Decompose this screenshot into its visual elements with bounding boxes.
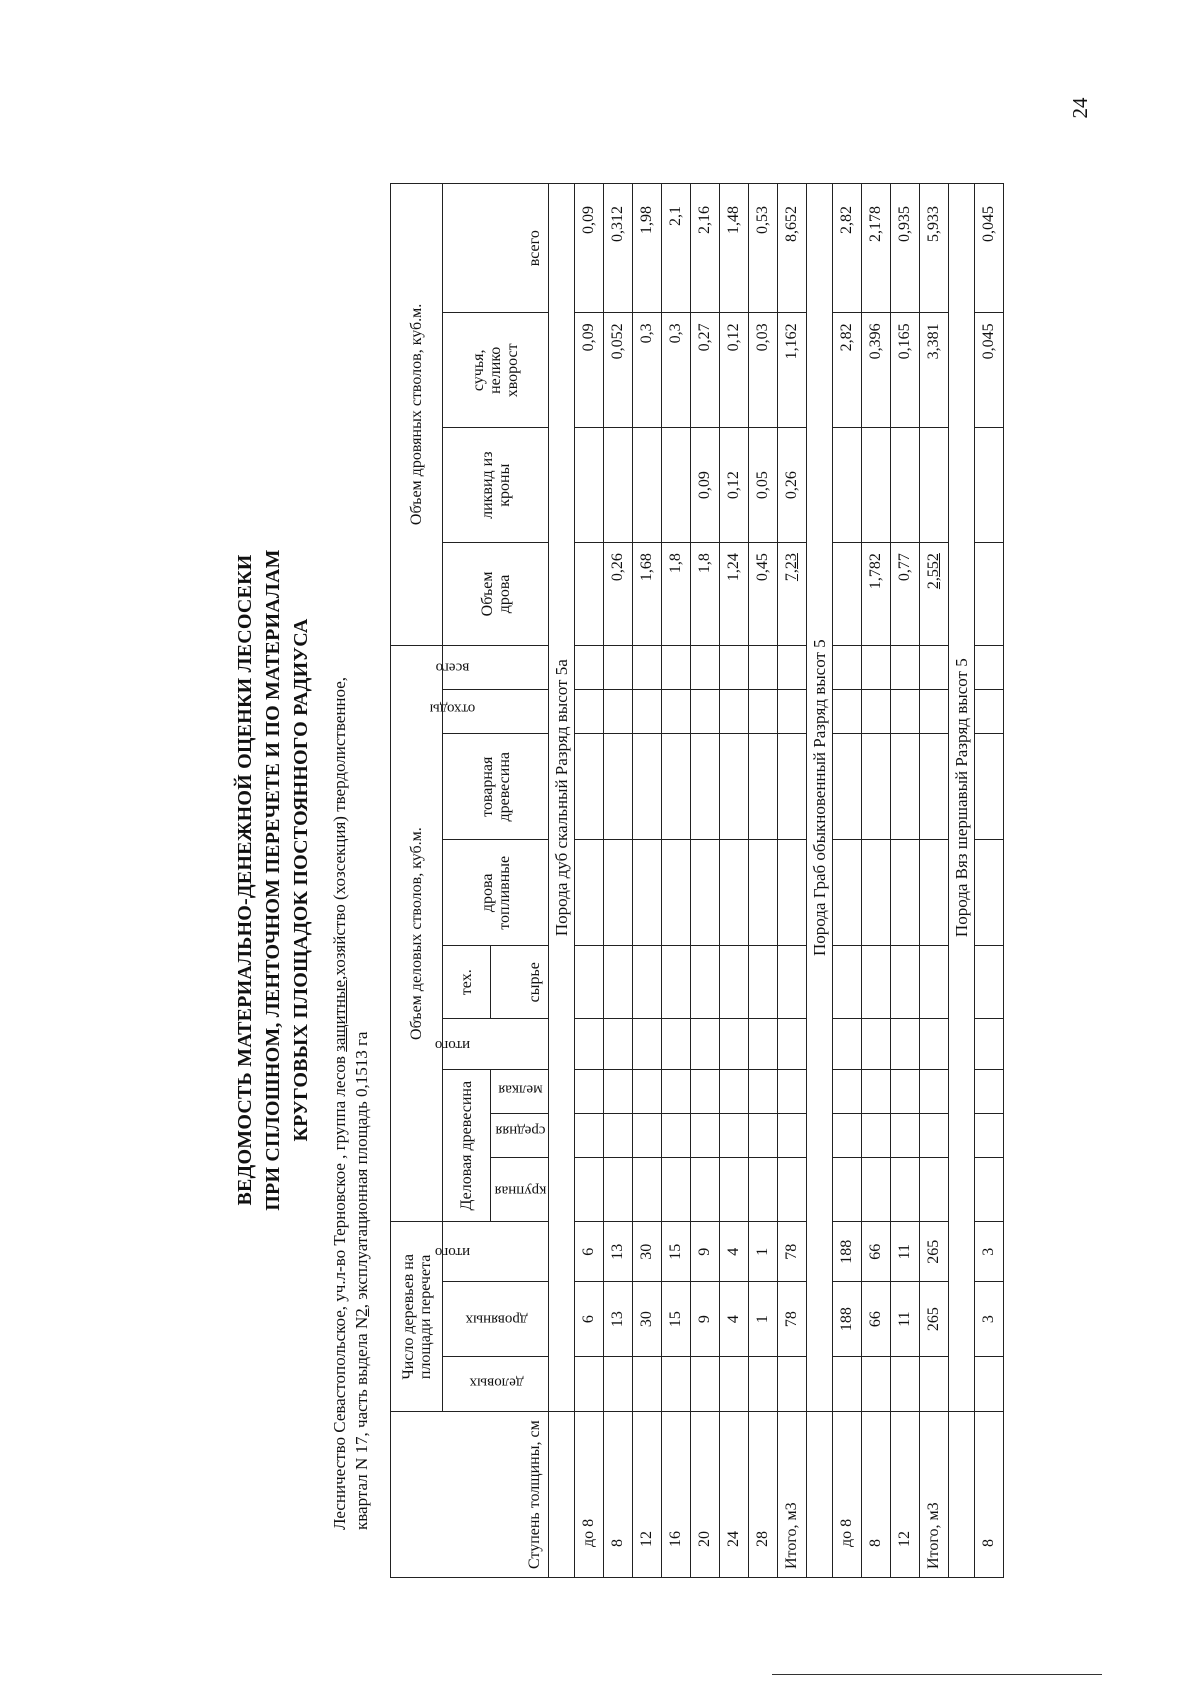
cell-drovyanyh: 188 bbox=[833, 1282, 862, 1357]
bottom-rule bbox=[772, 1674, 1102, 1675]
cell-likvid bbox=[604, 428, 633, 543]
total-ob-drova: 7,23 bbox=[778, 543, 807, 646]
cell-empty bbox=[691, 1158, 720, 1222]
cell-empty bbox=[691, 840, 720, 946]
subtitle-1u: защитные bbox=[330, 979, 349, 1052]
table-row bbox=[662, 184, 691, 1578]
cell-empty bbox=[720, 734, 749, 840]
cell-empty bbox=[920, 690, 949, 734]
cell-empty bbox=[749, 1114, 778, 1158]
cell-drovyanyh: 11 bbox=[891, 1282, 920, 1357]
subtitle-2b: , эксплуатационная площадь 0,1513 га bbox=[352, 1031, 371, 1309]
cell-empty bbox=[778, 1019, 807, 1070]
cell-itogo-cnt: 1 bbox=[749, 1222, 778, 1282]
header-itogo-del: итого bbox=[443, 1019, 549, 1070]
cell-empty bbox=[662, 1019, 691, 1070]
cell-empty bbox=[604, 645, 633, 689]
table-row bbox=[862, 184, 891, 1578]
cell-empty bbox=[862, 645, 891, 689]
cell-itogo-cnt: 9 bbox=[691, 1222, 720, 1282]
cell-empty bbox=[833, 690, 862, 734]
cell-vsego: 1,48 bbox=[720, 184, 749, 313]
header-ob-drova: Объем дрова bbox=[443, 543, 549, 646]
cell-likvid bbox=[662, 428, 691, 543]
cell-delovyh bbox=[691, 1357, 720, 1412]
cell-ob-drova: 1,8 bbox=[662, 543, 691, 646]
header-othody: отходы bbox=[443, 690, 549, 734]
header-itogo-cnt: итого bbox=[443, 1222, 549, 1282]
table-header bbox=[391, 184, 549, 1578]
section-label: Порода Граб обыкновенный Разряд высот 5 bbox=[807, 184, 833, 1412]
header-melkaya: мелкая bbox=[491, 1069, 549, 1113]
cell-empty bbox=[604, 1158, 633, 1222]
cell-empty bbox=[662, 1114, 691, 1158]
cell-empty bbox=[633, 1019, 662, 1070]
cell-empty bbox=[778, 645, 807, 689]
table-row bbox=[720, 184, 749, 1578]
cell-empty bbox=[604, 1019, 633, 1070]
cell-empty bbox=[662, 840, 691, 946]
section-header-row bbox=[549, 184, 575, 1578]
cell-empty bbox=[749, 1158, 778, 1222]
cell-likvid bbox=[833, 428, 862, 543]
cell-ob-drova bbox=[975, 543, 1004, 646]
cell-empty bbox=[920, 1357, 949, 1412]
subtitle-2a: квартал N 17, часть выдела N bbox=[352, 1316, 371, 1530]
cell-suchya: 0,165 bbox=[891, 313, 920, 428]
cell-empty bbox=[604, 1114, 633, 1158]
subtitle-line-1 bbox=[330, 230, 350, 1530]
header-delovaya-drevesina: Деловая древесина bbox=[443, 1069, 491, 1221]
total-vsego: 8,652 bbox=[778, 184, 807, 313]
cell-empty bbox=[633, 1158, 662, 1222]
cell-empty bbox=[691, 1069, 720, 1113]
cell-empty bbox=[833, 1158, 862, 1222]
cell-empty bbox=[691, 645, 720, 689]
cell-drovyanyh: 15 bbox=[662, 1282, 691, 1357]
cell-empty bbox=[920, 1114, 949, 1158]
total-suchya: 3,381 bbox=[920, 313, 949, 428]
cell-empty bbox=[662, 645, 691, 689]
header-ob-delov: Объем деловых стволов, куб.м. bbox=[391, 645, 443, 1222]
cell-empty bbox=[691, 946, 720, 1019]
cell-empty bbox=[975, 734, 1004, 840]
cell-empty bbox=[749, 946, 778, 1019]
cell-empty bbox=[691, 734, 720, 840]
header-drova-top: дрова топливные bbox=[443, 840, 549, 946]
cell-itogo-cnt: 11 bbox=[891, 1222, 920, 1282]
cell-itogo-cnt: 6 bbox=[575, 1222, 604, 1282]
cell-empty bbox=[862, 1114, 891, 1158]
cell-drovyanyh: 66 bbox=[862, 1282, 891, 1357]
header-likvid: ликвид из кроны bbox=[443, 428, 549, 543]
cell-delovyh bbox=[662, 1357, 691, 1412]
cell-empty bbox=[749, 1019, 778, 1070]
total-drovyanyh: 78 bbox=[778, 1282, 807, 1357]
cell-suchya: 0,396 bbox=[862, 313, 891, 428]
cell-empty bbox=[575, 1158, 604, 1222]
cell-step: 16 bbox=[662, 1412, 691, 1578]
table-row bbox=[691, 184, 720, 1578]
table-row bbox=[633, 184, 662, 1578]
cell-itogo-cnt: 13 bbox=[604, 1222, 633, 1282]
cell-delovyh bbox=[833, 1357, 862, 1412]
cell-suchya: 2,82 bbox=[833, 313, 862, 428]
total-likvid bbox=[920, 428, 949, 543]
cell-empty bbox=[891, 734, 920, 840]
cell-likvid bbox=[862, 428, 891, 543]
table-row bbox=[833, 184, 862, 1578]
cell-empty bbox=[891, 1069, 920, 1113]
cell-empty bbox=[575, 1114, 604, 1158]
cell-delovyh bbox=[575, 1357, 604, 1412]
cell-step: 12 bbox=[891, 1412, 920, 1578]
cell-empty bbox=[833, 1069, 862, 1113]
cell-empty bbox=[891, 1019, 920, 1070]
cell-ob-drova: 1,24 bbox=[720, 543, 749, 646]
cell-empty bbox=[720, 690, 749, 734]
header-srednyaya: средняя bbox=[491, 1114, 549, 1158]
cell-drovyanyh: 4 bbox=[720, 1282, 749, 1357]
cell-empty bbox=[975, 946, 1004, 1019]
cell-ob-drova: 0,77 bbox=[891, 543, 920, 646]
section-empty-cell bbox=[549, 1412, 575, 1578]
cell-empty bbox=[920, 1158, 949, 1222]
cell-vsego: 2,178 bbox=[862, 184, 891, 313]
cell-empty bbox=[833, 1019, 862, 1070]
cell-empty bbox=[975, 645, 1004, 689]
cell-itogo-cnt: 3 bbox=[975, 1222, 1004, 1282]
cell-empty bbox=[604, 734, 633, 840]
cell-step: до 8 bbox=[833, 1412, 862, 1578]
cell-empty bbox=[720, 1158, 749, 1222]
cell-empty bbox=[920, 1019, 949, 1070]
cell-step: 28 bbox=[749, 1412, 778, 1578]
cell-delovyh bbox=[604, 1357, 633, 1412]
table-row bbox=[604, 184, 633, 1578]
cell-empty bbox=[575, 1069, 604, 1113]
cell-suchya: 0,052 bbox=[604, 313, 633, 428]
header-delovyh: деловых bbox=[443, 1357, 549, 1412]
cell-empty bbox=[720, 840, 749, 946]
cell-empty bbox=[633, 1069, 662, 1113]
cell-empty bbox=[778, 1069, 807, 1113]
cell-vsego: 2,1 bbox=[662, 184, 691, 313]
cell-empty bbox=[720, 946, 749, 1019]
cell-step: 24 bbox=[720, 1412, 749, 1578]
cell-empty bbox=[975, 690, 1004, 734]
cell-empty bbox=[633, 946, 662, 1019]
cell-empty bbox=[633, 690, 662, 734]
cell-empty bbox=[862, 1019, 891, 1070]
cell-empty bbox=[778, 1357, 807, 1412]
cell-empty bbox=[920, 734, 949, 840]
cell-delovyh bbox=[862, 1357, 891, 1412]
cell-step: 8 bbox=[604, 1412, 633, 1578]
cell-empty bbox=[778, 946, 807, 1019]
cell-empty bbox=[778, 1114, 807, 1158]
cell-ob-drova: 1,782 bbox=[862, 543, 891, 646]
cell-empty bbox=[891, 1114, 920, 1158]
header-krupnaya: крупная bbox=[491, 1158, 549, 1222]
cell-step: 12 bbox=[633, 1412, 662, 1578]
cell-empty bbox=[833, 840, 862, 946]
cell-empty bbox=[575, 645, 604, 689]
total-itogo-cnt: 78 bbox=[778, 1222, 807, 1282]
cell-empty bbox=[833, 734, 862, 840]
cell-empty bbox=[575, 734, 604, 840]
cell-empty bbox=[891, 840, 920, 946]
cell-empty bbox=[575, 946, 604, 1019]
cell-empty bbox=[778, 690, 807, 734]
cell-drovyanyh: 6 bbox=[575, 1282, 604, 1357]
cell-likvid bbox=[891, 428, 920, 543]
cell-suchya: 0,3 bbox=[633, 313, 662, 428]
subtitle-line-2 bbox=[352, 230, 372, 1530]
cell-empty bbox=[833, 1114, 862, 1158]
cell-vsego: 0,53 bbox=[749, 184, 778, 313]
cell-likvid bbox=[575, 428, 604, 543]
total-drovyanyh: 265 bbox=[920, 1282, 949, 1357]
cell-empty bbox=[604, 840, 633, 946]
cell-empty bbox=[575, 1019, 604, 1070]
cell-delovyh bbox=[891, 1357, 920, 1412]
header-vsego-drov: всего bbox=[443, 184, 549, 313]
section-empty-cell bbox=[949, 1412, 975, 1578]
header-tovarnaya: товарная древесина bbox=[443, 734, 549, 840]
cell-drovyanyh: 3 bbox=[975, 1282, 1004, 1357]
cell-empty bbox=[662, 690, 691, 734]
cell-empty bbox=[749, 840, 778, 946]
cell-empty bbox=[720, 1114, 749, 1158]
total-row bbox=[778, 184, 807, 1578]
cell-itogo-cnt: 15 bbox=[662, 1222, 691, 1282]
cell-delovyh bbox=[749, 1357, 778, 1412]
cell-suchya: 0,09 bbox=[575, 313, 604, 428]
rotated-document bbox=[230, 130, 1010, 1630]
cell-itogo-cnt: 4 bbox=[720, 1222, 749, 1282]
section-header-row bbox=[807, 184, 833, 1578]
table-row bbox=[749, 184, 778, 1578]
cell-empty bbox=[662, 946, 691, 1019]
cell-empty bbox=[862, 1158, 891, 1222]
header-drovyanyh: дровяных bbox=[443, 1282, 549, 1357]
cell-step: 8 bbox=[862, 1412, 891, 1578]
cell-empty bbox=[862, 840, 891, 946]
cell-delovyh bbox=[633, 1357, 662, 1412]
header-vsego-del: всего bbox=[443, 645, 549, 689]
cell-empty bbox=[720, 1069, 749, 1113]
cell-empty bbox=[920, 1069, 949, 1113]
cell-empty bbox=[862, 946, 891, 1019]
cell-empty bbox=[662, 734, 691, 840]
cell-empty bbox=[778, 734, 807, 840]
cell-empty bbox=[749, 1069, 778, 1113]
cell-likvid: 0,09 bbox=[691, 428, 720, 543]
cell-ob-drova bbox=[833, 543, 862, 646]
title-line-2: ПРИ СПЛОШНОМ, ЛЕНТОЧНОМ ПЕРЕЧЕТЕ И ПО МАТЕРИАЛАМ bbox=[262, 549, 284, 1211]
cell-empty bbox=[975, 1019, 1004, 1070]
cell-empty bbox=[691, 1114, 720, 1158]
header-suchya: сучья, нелико хворост bbox=[443, 313, 549, 428]
cell-empty bbox=[662, 1069, 691, 1113]
section-header-row bbox=[949, 184, 975, 1578]
cell-empty bbox=[920, 840, 949, 946]
total-vsego: 5,933 bbox=[920, 184, 949, 313]
cell-empty bbox=[975, 1158, 1004, 1222]
cell-likvid bbox=[633, 428, 662, 543]
cell-empty bbox=[633, 734, 662, 840]
cell-empty bbox=[604, 946, 633, 1019]
cell-suchya: 0,3 bbox=[662, 313, 691, 428]
cell-empty bbox=[833, 946, 862, 1019]
cell-empty bbox=[920, 946, 949, 1019]
cell-empty bbox=[720, 1019, 749, 1070]
cell-step: 20 bbox=[691, 1412, 720, 1578]
cell-vsego: 0,935 bbox=[891, 184, 920, 313]
cell-ob-drova: 1,68 bbox=[633, 543, 662, 646]
header-ob-drov: Объем дровяных стволов, куб.м. bbox=[391, 184, 443, 646]
cell-empty bbox=[749, 645, 778, 689]
cell-suchya: 0,03 bbox=[749, 313, 778, 428]
cell-empty bbox=[633, 645, 662, 689]
cell-empty bbox=[891, 690, 920, 734]
section-label: Порода дуб скальный Разряд высот 5а bbox=[549, 184, 575, 1412]
cell-suchya: 0,045 bbox=[975, 313, 1004, 428]
subtitle-2u: 2 bbox=[352, 1308, 371, 1317]
cell-likvid: 0,05 bbox=[749, 428, 778, 543]
cell-empty bbox=[575, 690, 604, 734]
cell-empty bbox=[862, 734, 891, 840]
total-label: Итого, м3 bbox=[920, 1412, 949, 1578]
cell-vsego: 0,045 bbox=[975, 184, 1004, 313]
cell-empty bbox=[833, 645, 862, 689]
cell-suchya: 0,27 bbox=[691, 313, 720, 428]
cell-empty bbox=[975, 1069, 1004, 1113]
cell-empty bbox=[920, 645, 949, 689]
cell-empty bbox=[862, 1069, 891, 1113]
page-number: 24 bbox=[1068, 97, 1092, 119]
title-block bbox=[230, 130, 390, 1630]
cell-empty bbox=[891, 645, 920, 689]
header-syrye: сырье bbox=[491, 946, 549, 1019]
cell-empty bbox=[778, 840, 807, 946]
cell-empty bbox=[604, 1069, 633, 1113]
cell-empty bbox=[778, 1158, 807, 1222]
cell-empty bbox=[604, 690, 633, 734]
cell-itogo-cnt: 188 bbox=[833, 1222, 862, 1282]
cell-ob-drova: 0,45 bbox=[749, 543, 778, 646]
cell-drovyanyh: 1 bbox=[749, 1282, 778, 1357]
cell-itogo-cnt: 66 bbox=[862, 1222, 891, 1282]
cell-empty bbox=[691, 690, 720, 734]
header-stupen: Ступень толщины, см bbox=[391, 1412, 549, 1578]
total-row bbox=[920, 184, 949, 1578]
cell-empty bbox=[633, 1114, 662, 1158]
cell-step: 8 bbox=[975, 1412, 1004, 1578]
cell-itogo-cnt: 30 bbox=[633, 1222, 662, 1282]
valuation-table bbox=[390, 183, 1004, 1578]
cell-empty bbox=[975, 1114, 1004, 1158]
cell-vsego: 2,16 bbox=[691, 184, 720, 313]
cell-empty bbox=[975, 840, 1004, 946]
total-likvid: 0,26 bbox=[778, 428, 807, 543]
cell-ob-drova: 0,26 bbox=[604, 543, 633, 646]
cell-step: до 8 bbox=[575, 1412, 604, 1578]
total-itogo-cnt: 265 bbox=[920, 1222, 949, 1282]
table-row bbox=[975, 184, 1004, 1578]
cell-delovyh bbox=[975, 1357, 1004, 1412]
title-line-3: КРУГОВЫХ ПЛОЩАДОК ПОСТОЯННОГО РАДИУСА bbox=[290, 618, 312, 1142]
table-body bbox=[549, 184, 1004, 1578]
section-empty-cell bbox=[807, 1412, 833, 1578]
cell-empty bbox=[749, 690, 778, 734]
table-row bbox=[575, 184, 604, 1578]
cell-empty bbox=[749, 734, 778, 840]
subtitle-1a: Лесничество Севастопольское, уч.л-во Терновское , группа лесов bbox=[330, 1051, 349, 1530]
cell-empty bbox=[691, 1019, 720, 1070]
cell-vsego: 0,312 bbox=[604, 184, 633, 313]
cell-empty bbox=[720, 645, 749, 689]
cell-empty bbox=[891, 1158, 920, 1222]
total-ob-drova: 2,552 bbox=[920, 543, 949, 646]
cell-drovyanyh: 9 bbox=[691, 1282, 720, 1357]
cell-empty bbox=[891, 946, 920, 1019]
cell-empty bbox=[575, 840, 604, 946]
cell-likvid bbox=[975, 428, 1004, 543]
cell-delovyh bbox=[720, 1357, 749, 1412]
cell-empty bbox=[633, 840, 662, 946]
cell-ob-drova bbox=[575, 543, 604, 646]
cell-empty bbox=[862, 690, 891, 734]
section-label: Порода Вяз шершавый Разряд высот 5 bbox=[949, 184, 975, 1412]
header-chislo: Число деревьев на площади перечета bbox=[391, 1222, 443, 1412]
cell-vsego: 2,82 bbox=[833, 184, 862, 313]
subtitle-1b: ,хозяйство (хозсекция) твердолиственное, bbox=[330, 676, 349, 980]
cell-vsego: 1,98 bbox=[633, 184, 662, 313]
table-row bbox=[891, 184, 920, 1578]
title-line-1: ВЕДОМОСТЬ МАТЕРИАЛЬНО-ДЕНЕЖНОЙ ОЦЕНКИ ЛЕСОСЕКИ bbox=[234, 554, 256, 1206]
cell-drovyanyh: 30 bbox=[633, 1282, 662, 1357]
cell-drovyanyh: 13 bbox=[604, 1282, 633, 1357]
cell-likvid: 0,12 bbox=[720, 428, 749, 543]
cell-ob-drova: 1,8 bbox=[691, 543, 720, 646]
cell-empty bbox=[662, 1158, 691, 1222]
cell-suchya: 0,12 bbox=[720, 313, 749, 428]
total-suchya: 1,162 bbox=[778, 313, 807, 428]
header-teh: тех. bbox=[443, 946, 491, 1019]
total-label: Итого, м3 bbox=[778, 1412, 807, 1578]
cell-vsego: 0,09 bbox=[575, 184, 604, 313]
